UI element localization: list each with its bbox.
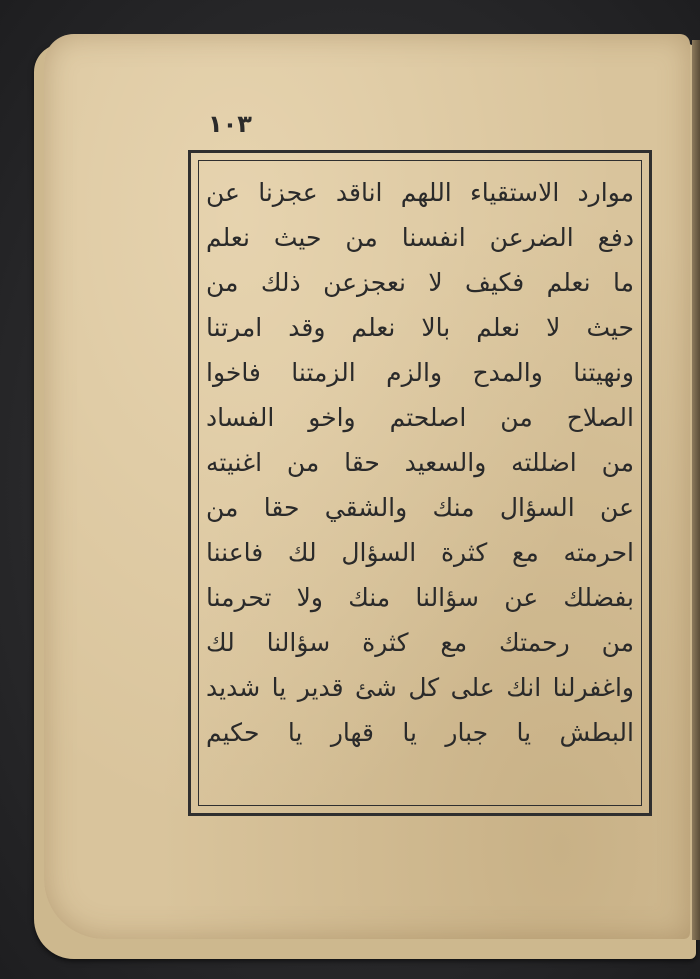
text-line: دفع الضرعن انفسنا من حيث نعلم xyxy=(206,223,634,252)
book-spine-edge xyxy=(692,40,700,940)
text-line: من اضللته والسعيد حقا من اغنيته xyxy=(206,448,634,477)
text-line: من رحمتك مع كثرة سؤالنا لك xyxy=(206,628,634,657)
text-line: بفضلك عن سؤالنا منك ولا تحرمنا xyxy=(206,583,634,612)
text-line: موارد الاستقياء اللهم اناقد عجزنا عن xyxy=(206,178,634,207)
text-line: الصلاح من اصلحتم واخو الفساد xyxy=(206,403,634,432)
text-line: احرمته مع كثرة السؤال لك فاعننا xyxy=(206,538,634,567)
page-number: ١٠٣ xyxy=(208,110,252,138)
text-line: عن السؤال منك والشقي حقا من xyxy=(206,493,634,522)
text-block xyxy=(206,170,634,800)
text-line: واغفرلنا انك على كل شئ قدير يا شديد xyxy=(206,673,634,702)
text-line: ونهيتنا والمدح والزم الزمتنا فاخوا xyxy=(206,358,634,387)
text-line: حيث لا نعلم بالا نعلم وقد امرتنا xyxy=(206,313,634,342)
text-line: البطش يا جبار يا قهار يا حكيم xyxy=(206,718,634,747)
text-line: ما نعلم فكيف لا نعجزعن ذلك من xyxy=(206,268,634,297)
